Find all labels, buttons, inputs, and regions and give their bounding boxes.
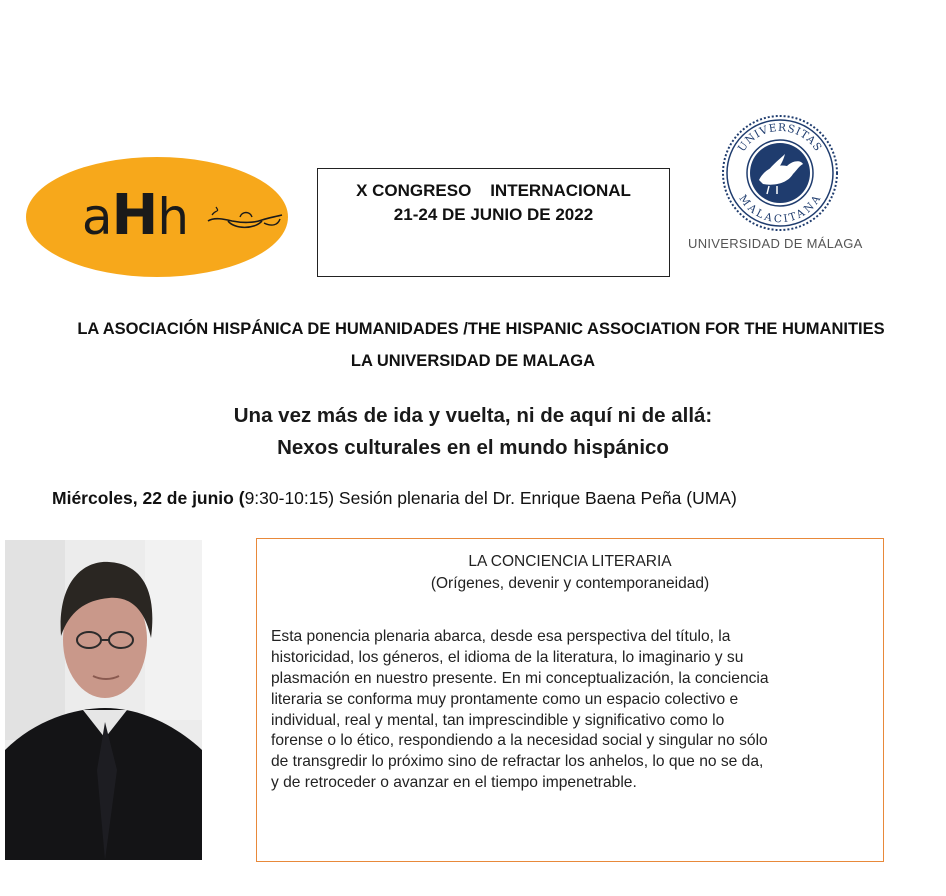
abstract-box: [256, 538, 884, 862]
theme-line-2: Nexos culturales en el mundo hispánico: [277, 436, 669, 459]
abstract-body: [271, 627, 875, 794]
ahh-logo-text: aHh: [81, 182, 189, 248]
theme-line-1: Una vez más de ida y vuelta, ni de aquí ni de allá:: [233, 404, 713, 427]
speaker-photo: [5, 540, 202, 860]
abstract-line: forense o lo ético, respondiendo a la necesidad social y singular no sólo: [271, 732, 768, 750]
abstract-line: Esta ponencia plenaria abarca, desde esa perspectiva del título, la: [271, 628, 731, 645]
university-seal-icon: [721, 114, 839, 232]
congress-box: [317, 168, 670, 277]
abstract-line: y de retroceder o avanzar en el tiempo impenetrable.: [271, 774, 637, 792]
abstract-line: plasmación en nuestro presente. En mi conceptualización, la conciencia: [271, 669, 769, 687]
svg-text:UNIVERSITAS: UNIVERSITAS: [735, 121, 825, 155]
abstract-title: LA CONCIENCIA LITERARIA: [468, 553, 672, 570]
abstract-line: de transgredir lo próximo sino de refractar los anhelos, lo que no se da,: [271, 753, 764, 771]
congress-title: X CONGRESO INTERNACIONAL: [356, 181, 631, 200]
abstract-subtitle: (Orígenes, devenir y contemporaneidad): [430, 575, 710, 592]
ahh-logo: [26, 157, 288, 277]
speaker-portrait-icon: [5, 540, 202, 860]
session-date: Miércoles, 22 de junio (: [52, 488, 245, 508]
organizer-line-2: LA UNIVERSIDAD DE MALAGA: [350, 352, 596, 370]
session-info: [52, 488, 737, 509]
congress-dates: 21-24 DE JUNIO DE 2022: [393, 205, 594, 224]
session-detail: 9:30-10:15) Sesión plenaria del Dr. Enrique Baena Peña (UMA): [244, 488, 737, 508]
oil-lamp-icon: [204, 203, 286, 233]
svg-text:MALACITANA: MALACITANA: [736, 192, 824, 226]
organizer-line-1: LA ASOCIACIÓN HISPÁNICA DE HUMANIDADES /THE HISPANIC ASSOCIATION FOR THE HUMANITIES: [77, 320, 885, 338]
abstract-line: individual, real y mental, tan imprescindible y significativo como lo: [271, 711, 725, 729]
abstract-line: literaria se conforma muy prontamente como un espacio colectivo e: [271, 690, 739, 708]
abstract-line: historicidad, los géneros, el idioma de la literatura, lo imaginario y su: [271, 648, 744, 666]
university-name: UNIVERSIDAD DE MÁLAGA: [688, 236, 863, 251]
